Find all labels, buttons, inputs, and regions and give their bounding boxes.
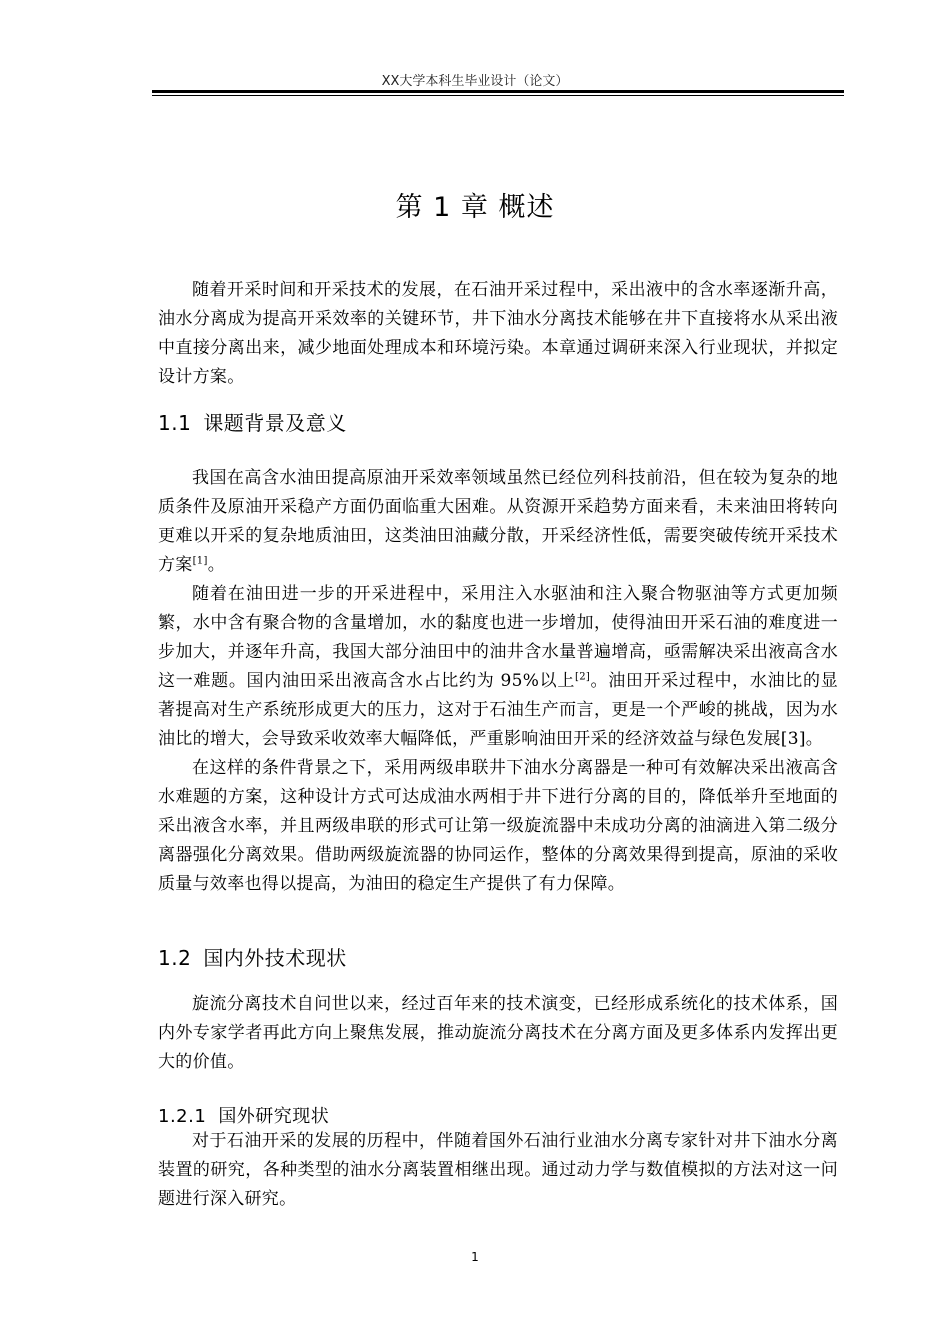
section-1-1-paragraph-1: 我国在高含水油田提高原油开采效率领域虽然已经位列科技前沿，但在较为复杂的地质条件及原油开采稳产方面仍面临重大困难。从资源开采趋势方面来看，未来油田将转向更难以开采的复杂地质油田，这类油田油藏分散，开采经济性低，需要突破传统开采技术方案[1]。 — [158, 468, 838, 575]
section-1-2-1-heading — [158, 1102, 838, 1128]
section-1-2-body — [158, 990, 838, 1077]
section-number: 1.2 — [158, 946, 192, 970]
section-1-1-body — [158, 464, 838, 899]
section-1-2-heading — [158, 942, 838, 971]
section-1-1-paragraph-3: 在这样的条件背景之下，采用两级串联井下油水分离器是一种可有效解决采出液高含水难题的方案，这种设计方式可达成油水两相于井下进行分离的目的，降低举升至地面的采出液含水率，并且两级串联的形式可让第一级旋流器中未成功分离的油滴进入第二级分离器强化分离效果。借助两级旋流器的协同运作，整体的分离效果得到提高，原油的采收质量与效率也得以提高，为油田的稳定生产提供了有力保障。 — [158, 758, 838, 894]
section-title: 国内外技术现状 — [203, 946, 347, 970]
subsection-number: 1.2.1 — [158, 1106, 207, 1127]
section-number: 1.1 — [158, 411, 192, 435]
section-1-2-1-paragraph-1: 对于石油开采的发展的历程中，伴随着国外石油行业油水分离专家针对井下油水分离装置的研究，各种类型的油水分离装置相继出现。通过动力学与数值模拟的方法对这一问题进行深入研究。 — [158, 1131, 838, 1209]
section-1-2-1-body — [158, 1127, 838, 1214]
header-rule-thin — [152, 95, 844, 96]
citation-1: [1] — [192, 555, 208, 567]
section-1-1-paragraph-2: 随着在油田进一步的开采进程中，采用注入水驱油和注入聚合物驱油等方式更加频繁，水中含有聚合物的含量增加，水的黏度也进一步增加，使得油田开采石油的难度进一步加大，并逐年升高，我国大部分油田中的油井含水量普遍增高，亟需解决采出液高含水这一难题。国内油田采出液高含水占比约为 95%以上[2]。油田开采过程中，水油比的显著提高对生产系统形成更大的压力，这对于石油生产而言，更是一个严峻的挑战，因为水油比的增大，会导致采收效率大幅降低，严重影响油田开采的经济效益与绿色发展[3]。 — [158, 584, 838, 749]
section-1-2-paragraph-1: 旋流分离技术自问世以来，经过百年来的技术演变，已经形成系统化的技术体系，国内外专家学者再此方向上聚焦发展，推动旋流分离技术在分离方面及更多体系内发挥出更大的价值。 — [158, 994, 838, 1072]
section-1-1-heading — [158, 407, 838, 436]
section-title: 课题背景及意义 — [203, 411, 347, 435]
page-number: 1 — [471, 1250, 479, 1264]
header-rule — [152, 90, 844, 98]
intro-paragraph: 随着开采时间和开采技术的发展，在石油开采过程中，采出液中的含水率逐渐升高，油水分离成为提高开采效率的关键环节，井下油水分离技术能够在井下直接将水从采出液中直接分离出来，减少地面处理成本和环境污染。本章通过调研来深入行业现状，并拟定设计方案。 — [158, 280, 838, 387]
chapter-title: 第 1 章 概述 — [395, 192, 555, 223]
running-header: XX大学本科生毕业设计（论文） — [381, 74, 569, 89]
header-rule-thick — [152, 90, 844, 93]
intro-block — [158, 276, 838, 392]
subsection-title: 国外研究现状 — [218, 1106, 330, 1127]
citation-2: [2] — [575, 671, 591, 683]
